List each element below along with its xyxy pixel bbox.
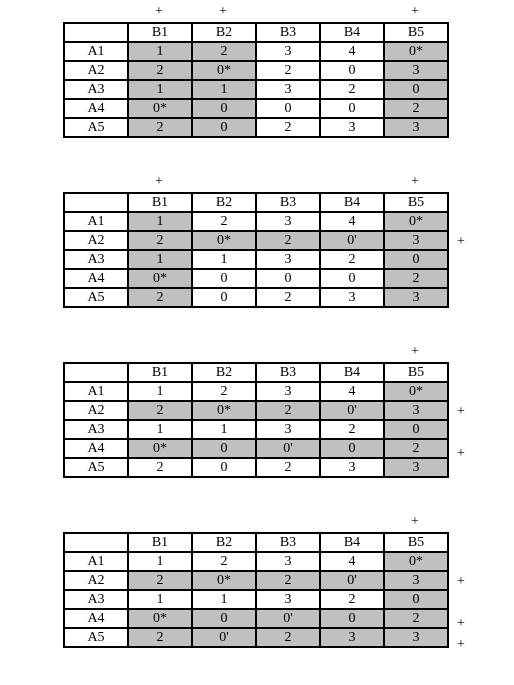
matrix-cell: 0: [320, 61, 384, 80]
matrix-cell: 2: [192, 42, 256, 61]
matrix-cell: 1: [192, 420, 256, 439]
header-row: [64, 193, 448, 212]
matrix-cell: 2: [384, 439, 448, 458]
table-row: [64, 590, 448, 609]
matrix-cell: 2: [192, 212, 256, 231]
matrix-cell: 3: [320, 118, 384, 137]
table-row: [64, 118, 448, 137]
row-label: A5: [64, 458, 128, 477]
table-row: [64, 250, 448, 269]
matrix-cell: 3: [256, 250, 320, 269]
matrix-cell: 0: [384, 80, 448, 99]
table-row: [64, 288, 448, 307]
table-row: [64, 42, 448, 61]
corner-cell: [64, 23, 128, 42]
matrix-cell: 0': [256, 439, 320, 458]
matrix-table: [63, 192, 449, 308]
column-marks: [63, 2, 503, 22]
matrix-cell: 2: [256, 401, 320, 420]
table-row: [64, 382, 448, 401]
col-header-b1: B1: [128, 363, 192, 382]
matrix-cell: 2: [192, 382, 256, 401]
matrix-cell: 2: [128, 231, 192, 250]
col-header-b2: B2: [192, 363, 256, 382]
matrix-cell: 1: [192, 250, 256, 269]
matrix-cell: 3: [384, 628, 448, 647]
matrix-cell: 4: [320, 552, 384, 571]
col-mark-b1: +: [155, 174, 163, 189]
matrix-cell: 2: [320, 250, 384, 269]
matrix-cell: 2: [128, 61, 192, 80]
col-mark-b5: +: [411, 344, 419, 359]
matrix-step-2: [63, 172, 503, 308]
matrix-cell: 1: [192, 590, 256, 609]
col-header-b1: B1: [128, 23, 192, 42]
matrix-cell: 3: [384, 401, 448, 420]
row-mark-a2: +: [457, 404, 465, 419]
table-row: [64, 61, 448, 80]
row-label: A5: [64, 628, 128, 647]
row-label: A3: [64, 590, 128, 609]
matrix-cell: 0: [256, 99, 320, 118]
matrix-cell: 3: [384, 571, 448, 590]
matrix-cell: 0: [192, 458, 256, 477]
table-row: [64, 401, 448, 420]
matrix-cell: 2: [320, 590, 384, 609]
matrix-cell: 3: [256, 552, 320, 571]
matrix-cell: 0: [320, 99, 384, 118]
matrix-cell: 2: [320, 80, 384, 99]
matrix-table: [63, 362, 449, 478]
table-row: [64, 99, 448, 118]
matrix-cell: 0*: [128, 269, 192, 288]
matrix-cell: 0: [192, 269, 256, 288]
row-label: A1: [64, 382, 128, 401]
matrix-step-4: [63, 512, 503, 652]
row-label: A1: [64, 42, 128, 61]
matrix-cell: 0: [192, 99, 256, 118]
col-header-b3: B3: [256, 363, 320, 382]
corner-cell: [64, 363, 128, 382]
col-header-b3: B3: [256, 23, 320, 42]
matrix-cell: 0*: [384, 42, 448, 61]
matrix-cell: 3: [320, 458, 384, 477]
col-mark-b1: +: [155, 4, 163, 19]
matrix-cell: 2: [256, 628, 320, 647]
matrix-cell: 2: [256, 571, 320, 590]
matrix-cell: 3: [256, 212, 320, 231]
col-header-b4: B4: [320, 533, 384, 552]
matrix-cell: 2: [128, 288, 192, 307]
row-label: A5: [64, 118, 128, 137]
matrix-cell: 0: [384, 420, 448, 439]
matrix-cell: 1: [128, 590, 192, 609]
matrix-cell: 0': [256, 609, 320, 628]
col-mark-b2: +: [219, 4, 227, 19]
matrix-cell: 0': [192, 628, 256, 647]
matrix-cell: 3: [256, 42, 320, 61]
matrix-cell: 0*: [128, 99, 192, 118]
col-header-b4: B4: [320, 363, 384, 382]
matrix-cell: 1: [192, 80, 256, 99]
matrix-cell: 0: [192, 609, 256, 628]
table-row: [64, 439, 448, 458]
matrix-cell: 2: [256, 458, 320, 477]
matrix-cell: 2: [128, 401, 192, 420]
matrix-cell: 1: [128, 212, 192, 231]
col-header-b4: B4: [320, 193, 384, 212]
matrix-cell: 0: [320, 269, 384, 288]
matrix-cell: 4: [320, 212, 384, 231]
header-row: [64, 533, 448, 552]
row-label: A4: [64, 609, 128, 628]
matrix-cell: 0: [320, 439, 384, 458]
matrix-cell: 0: [384, 590, 448, 609]
matrix-cell: 3: [256, 382, 320, 401]
row-label: A4: [64, 99, 128, 118]
row-label: A3: [64, 250, 128, 269]
matrix-cell: 1: [128, 80, 192, 99]
matrix-cell: 0*: [384, 382, 448, 401]
matrix-cell: 3: [384, 231, 448, 250]
matrix-step-3: [63, 342, 503, 478]
matrix-cell: 3: [384, 61, 448, 80]
matrix-cell: 4: [320, 42, 384, 61]
col-mark-b5: +: [411, 174, 419, 189]
table-row: [64, 609, 448, 628]
col-header-b5: B5: [384, 23, 448, 42]
table-row: [64, 552, 448, 571]
col-header-b1: B1: [128, 193, 192, 212]
col-header-b1: B1: [128, 533, 192, 552]
matrix-cell: 0*: [192, 231, 256, 250]
matrix-cell: 0*: [384, 552, 448, 571]
row-label: A1: [64, 212, 128, 231]
matrix-cell: 2: [384, 609, 448, 628]
row-label: A2: [64, 61, 128, 80]
column-marks: [63, 342, 503, 362]
table-row: [64, 269, 448, 288]
matrix-cell: 0*: [128, 439, 192, 458]
column-marks: [63, 512, 503, 532]
matrix-cell: 3: [384, 118, 448, 137]
matrix-cell: 1: [128, 552, 192, 571]
matrix-table: [63, 22, 449, 138]
matrix-cell: 2: [256, 61, 320, 80]
col-header-b5: B5: [384, 533, 448, 552]
matrix-cell: 4: [320, 382, 384, 401]
col-header-b5: B5: [384, 363, 448, 382]
matrix-cell: 2: [192, 552, 256, 571]
matrix-cell: 2: [128, 571, 192, 590]
header-row: [64, 363, 448, 382]
row-label: A3: [64, 420, 128, 439]
matrix-cell: 2: [256, 231, 320, 250]
row-label: A4: [64, 269, 128, 288]
matrix-cell: 3: [320, 288, 384, 307]
matrix-table: [63, 532, 449, 648]
matrix-cell: 0: [192, 118, 256, 137]
row-mark-a4: +: [457, 446, 465, 461]
row-label: A4: [64, 439, 128, 458]
matrix-cell: 2: [128, 458, 192, 477]
matrix-cell: 0*: [384, 212, 448, 231]
matrix-cell: 0: [192, 288, 256, 307]
matrix-cell: 3: [320, 628, 384, 647]
matrix-cell: 0*: [192, 401, 256, 420]
col-mark-b5: +: [411, 514, 419, 529]
row-mark-a5: +: [457, 637, 465, 652]
matrix-cell: 1: [128, 250, 192, 269]
matrix-cell: 3: [384, 288, 448, 307]
matrix-cell: 0': [320, 231, 384, 250]
matrix-cell: 0': [320, 401, 384, 420]
matrix-cell: 2: [256, 118, 320, 137]
row-label: A2: [64, 401, 128, 420]
row-mark-a2: +: [457, 574, 465, 589]
table-row: [64, 458, 448, 477]
table-row: [64, 212, 448, 231]
corner-cell: [64, 193, 128, 212]
matrix-cell: 0: [384, 250, 448, 269]
col-mark-b5: +: [411, 4, 419, 19]
table-row: [64, 628, 448, 647]
matrix-cell: 2: [128, 118, 192, 137]
matrix-cell: 0': [320, 571, 384, 590]
row-label: A1: [64, 552, 128, 571]
matrix-cell: 3: [256, 420, 320, 439]
matrix-cell: 2: [256, 288, 320, 307]
corner-cell: [64, 533, 128, 552]
row-label: A2: [64, 231, 128, 250]
matrix-cell: 0*: [192, 61, 256, 80]
matrix-cell: 3: [256, 590, 320, 609]
row-label: A3: [64, 80, 128, 99]
table-row: [64, 571, 448, 590]
header-row: [64, 23, 448, 42]
matrix-cell: 0: [192, 439, 256, 458]
matrix-cell: 2: [384, 99, 448, 118]
table-row: [64, 420, 448, 439]
matrix-cell: 2: [128, 628, 192, 647]
col-header-b3: B3: [256, 533, 320, 552]
matrix-cell: 3: [256, 80, 320, 99]
row-label: A2: [64, 571, 128, 590]
col-header-b3: B3: [256, 193, 320, 212]
col-header-b5: B5: [384, 193, 448, 212]
row-mark-a4: +: [457, 616, 465, 631]
col-header-b2: B2: [192, 23, 256, 42]
matrix-cell: 3: [384, 458, 448, 477]
matrix-cell: 1: [128, 420, 192, 439]
matrix-step-1: [63, 2, 503, 138]
matrix-cell: 1: [128, 382, 192, 401]
row-mark-a2: +: [457, 234, 465, 249]
table-row: [64, 80, 448, 99]
matrix-cell: 1: [128, 42, 192, 61]
col-header-b4: B4: [320, 23, 384, 42]
matrix-cell: 0*: [128, 609, 192, 628]
matrix-cell: 0*: [192, 571, 256, 590]
col-header-b2: B2: [192, 533, 256, 552]
table-row: [64, 231, 448, 250]
matrix-cell: 0: [256, 269, 320, 288]
row-label: A5: [64, 288, 128, 307]
column-marks: [63, 172, 503, 192]
col-header-b2: B2: [192, 193, 256, 212]
matrix-cell: 0: [320, 609, 384, 628]
matrix-cell: 2: [320, 420, 384, 439]
matrix-cell: 2: [384, 269, 448, 288]
